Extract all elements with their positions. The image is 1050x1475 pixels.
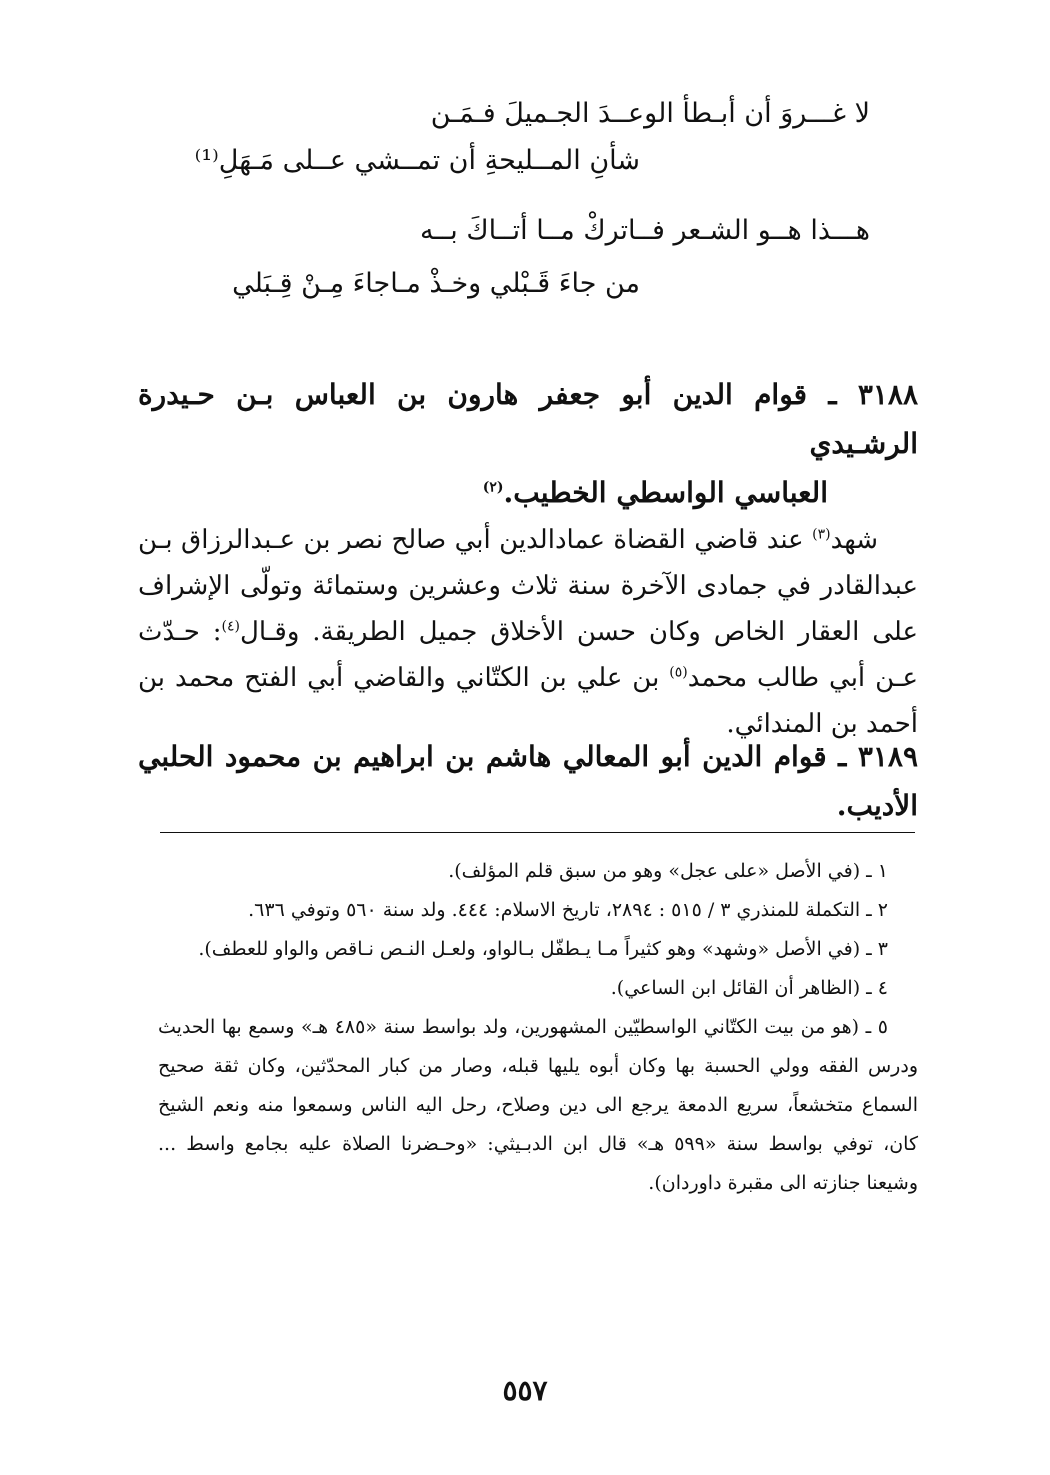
footnote-ref-4: (٤) [221, 618, 240, 635]
footnote-2: ٢ ـ التكملة للمنذري ٣ / ٥١٥ : ٢٨٩٤، تاريخ الاسلام: ٤٤٤. ولد سنة ٥٦٠ وتوفي ٦٣٦. [248, 899, 888, 921]
footnote-ref-3: (٣) [812, 526, 831, 543]
poem-line-1: لا غـــروَ أن أبـطأ الوعــدَ الجـميلَ فـمَـن [430, 98, 870, 129]
footnote-ref-2: (٢) [482, 479, 504, 496]
entry-3188-body [138, 517, 918, 747]
poem-line-3: هـــذا هــو الشـعر فــاتركْ مــا أتــاكَ بــه [419, 215, 870, 246]
poem-line-2: شأنِ المــليحةِ أن تمــشي عــلى مَـهَلِ⁽¹⁾ [194, 145, 640, 176]
poem-line-4: من جاءَ قَـبْلي وخـذْ مـاجاءَ مِـنْ قِـبَلي [232, 268, 640, 299]
entry-3189 [138, 732, 918, 830]
footnote-3: ٣ ـ (في الأصل «وشهد» وهو كثيراً مـا يـطفّل بـالواو، ولعـل النـص نـاقص والواو للعطف). [198, 938, 888, 960]
page-number: ٥٥٧ [502, 1374, 548, 1407]
entry-3188-heading [138, 370, 918, 517]
footnote-5: ٥ ـ (هو من بيت الكتّاني الواسطيّين المشهورين، ولد بواسط سنة «٤٨٥ هـ» وسمع بها الحديث ودرس الفقه وولي الحسبة بها وكان أبوه يليها قبله، وصار من كبار المحدّثين، وكان ثقة صحيح السماع متخشعاً، سريع الدمعة يرجع الى دين وصلاح، رحل اليه الناس وسمعوا منه ونعم الشيخ كان، توفي بواسط سنة «٥٩٩ هـ» قال ابن الدبـيثي: «وحـضرنا الصلاة عليه بجامع واسط ... وشيعنا جنازته الى مقبرة داوردان). [158, 1016, 918, 1194]
footnotes [158, 852, 918, 1203]
body-text-segment: عند قاضي القضاة عمادالدين أبي صالح نصر بن عـبدالرزاق بـن عبدالقادر في جمادى الآخرة سنة ثلاث وعشرين وستمائة وتولّى الإشراف على العقار الخاص وكان حسن الأخلاق جميل الطريقة. وقـال [138, 525, 919, 647]
body-text-segment: : حـدّث عـن أبي طالب محمد [138, 617, 918, 693]
entry-3189-heading: ٣١٨٩ ـ قوام الدين أبو المعالي هاشم بن ابراهيم بن محمود الحلبي الأديب. [138, 740, 918, 822]
entry-3188 [138, 370, 918, 747]
footnote-divider [160, 832, 915, 833]
entry-3188-heading-line1: ٣١٨٨ ـ قوام الدين أبو جعفر هارون بن العباس بـن حـيدرة الرشـيدي [138, 378, 918, 460]
footnote-4: ٤ ـ (الظاهر أن القائل ابن الساعي). [610, 977, 888, 999]
body-text-segment: شهد [830, 525, 878, 555]
footnote-1: ١ ـ (في الأصل «على عجل» وهو من سبق قلم المؤلف). [448, 860, 888, 882]
body-text-segment: بن علي بن الكتّاني والقاضي أبي الفتح محمد بن أحمد بن المندائي. [138, 663, 918, 739]
footnote-ref-5: (٥) [669, 664, 688, 681]
entry-3188-heading-line2: العباسي الواسطي الخطيب. [503, 476, 828, 509]
